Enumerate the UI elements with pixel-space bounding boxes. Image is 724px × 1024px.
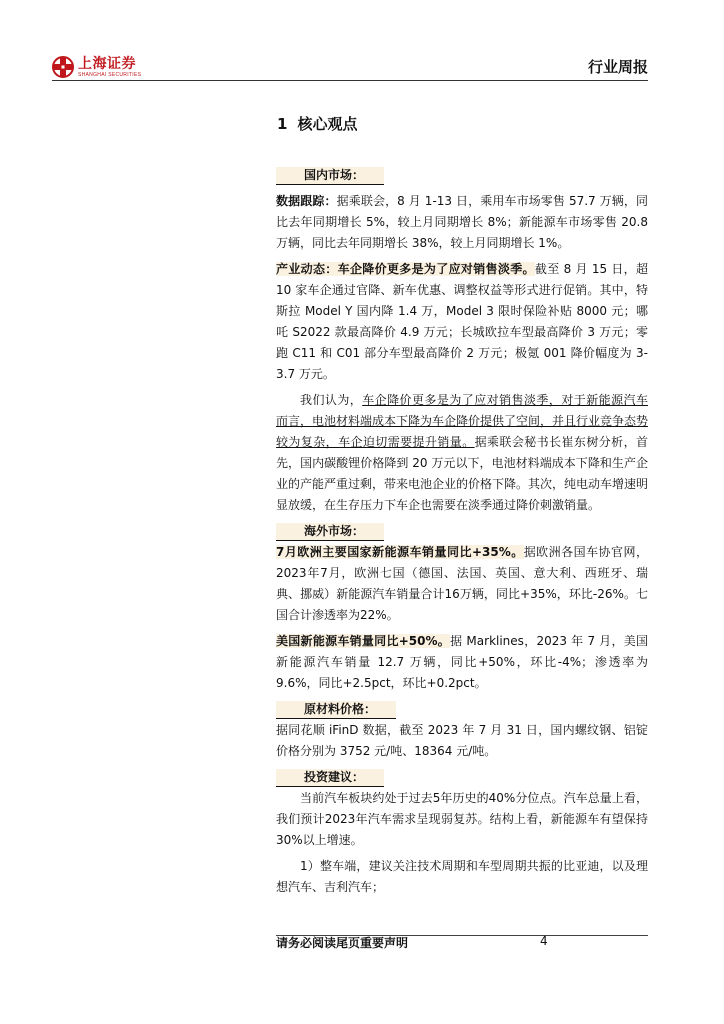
section-title: [277, 113, 357, 134]
industry-dynamics-paragraph: [276, 259, 648, 385]
raw-materials-heading: 原材料价格：: [276, 701, 396, 719]
us-text: 据 Marklines，2023 年 7 月，美国新能源汽车销量 12.7 万辆，同比+50%，环比-4%；渗透率为 9.6%，同比+2.5pct，环比+0.2pct。: [276, 634, 648, 690]
raw-materials-paragraph: 据同花顺 iFinD 数据，截至 2023 年 7 月 31 日，国内螺纹钢、铝锭价格分别为 3752 元/吨、18364 元/吨。: [276, 723, 648, 758]
page-number: 4: [540, 934, 548, 948]
logo-chinese-text: 上海证券: [78, 55, 136, 72]
our-view-paragraph: [276, 390, 648, 516]
disclaimer-notice: 请务必阅读尾页重要声明: [276, 936, 409, 950]
header-divider: [52, 80, 648, 81]
industry-dynamics-lead: 车企降价更多是为了应对销售淡季。: [337, 262, 535, 276]
shanghai-securities-logo-icon: [52, 56, 74, 78]
domestic-market-heading: 国内市场：: [276, 167, 384, 185]
industry-dynamics-label: 产业动态：: [276, 262, 338, 276]
data-tracking-paragraph: [276, 191, 648, 254]
us-lead: 美国新能源车销量同比+50%。: [276, 634, 451, 648]
europe-text: 据欧洲各国车协官网，2023年7月，欧洲七国（德国、法国、英国、意大利、西班牙、瑞典、挪威）新能源汽车销量合计16万辆，同比+35%，环比-26%。七国合计渗透率为22%。: [276, 545, 648, 622]
section-number: 1: [277, 115, 288, 133]
data-tracking-label: 数据跟踪：: [276, 194, 337, 208]
data-tracking-text: 据乘联会，8 月 1-13 日，乘用车市场零售 57.7 万辆，同比去年同期增长 5%，较上月同期增长 8%；新能源车市场零售 20.8 万辆，同比去年同期增长 38%，较上月同期增长 1%。: [276, 194, 648, 250]
report-type-label: 行业周报: [587, 58, 648, 76]
europe-lead: 7月欧洲主要国家新能源车销量同比+35%。: [276, 545, 524, 559]
us-paragraph: [276, 631, 648, 694]
logo-english-text: SHANGHAI SECURITIES: [78, 71, 142, 78]
our-view-text: 据乘联会秘书长崔东树分析，首先，国内碳酸锂价格降到 20 万元以下，电池材料端成本下降和生产企业的产能严重过剩，带来电池企业的价格下降。其次，纯电动车增速明显放缓，在生存压力下车企也需要在淡季通过降价刺激销量。: [276, 435, 649, 512]
section-title-text: 核心观点: [297, 115, 358, 133]
investment-advice-heading: 投资建议：: [276, 769, 384, 787]
our-view-prefix: 我们认为，: [300, 393, 363, 407]
report-body: [276, 165, 648, 898]
industry-dynamics-text: 截至 8 月 15 日，超 10 家车企通过官降、新车优惠、调整权益等形式进行促销。其中，特斯拉 Model Y 国内降 1.4 万，Model 3 限时保险补贴 8000 元；哪吒 S2022 款最高降价 4.9 万元；长城欧拉车型最高降价 3 万元；零跑 C11 和 C01 部分车型最高降价 2 万元；极氪 001 降价幅度为 3-3.7 万元。: [276, 262, 648, 381]
investment-item-1: 1）整车端，建议关注技术周期和车型周期共振的比亚迪，以及理想汽车、吉利汽车；: [276, 859, 648, 894]
our-view-underlined: 车企降价更多是为了应对销售淡季，对于新能源汽车而言，电池材料端成本下降为车企降价提供了空间，并且行业竞争态势较为复杂，车企迫切需要提升销量。: [276, 393, 649, 449]
investment-advice-paragraph: 当前汽车板块约处于过去5年历史的40%分位点。汽车总量上看，我们预计2023年汽车需求呈现弱复苏。结构上看，新能源车有望保持30%以上增速。: [276, 791, 648, 847]
overseas-market-heading: 海外市场：: [276, 523, 384, 541]
europe-paragraph: [276, 542, 648, 626]
logo: [52, 56, 141, 78]
